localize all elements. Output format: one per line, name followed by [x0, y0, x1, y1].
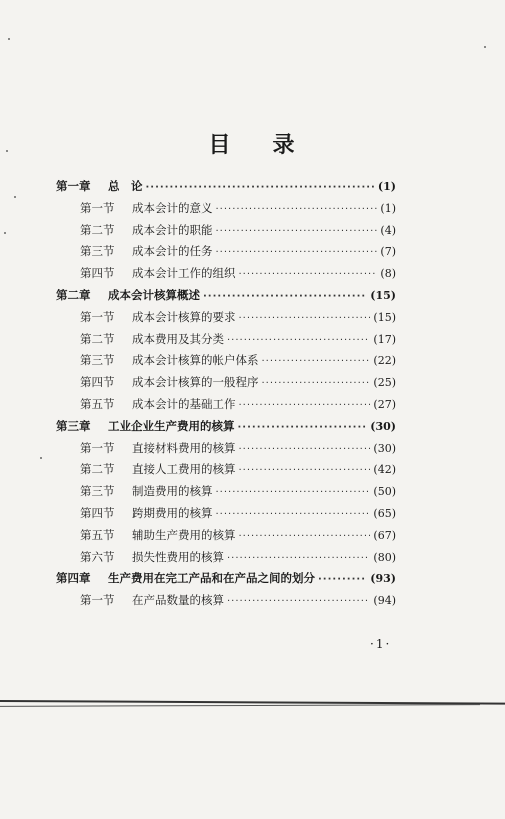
toc-entry-title: 跨期费用的核算 [132, 505, 213, 520]
toc-entry-title: 成本会计的基础工作 [132, 396, 236, 411]
dot-leader [262, 351, 371, 373]
toc-entry-number: 第六节 [80, 549, 115, 564]
toc-entry-title: 工业企业生产费用的核算 [108, 418, 235, 433]
toc-page-number: (25) [373, 376, 396, 390]
toc-section-entry [56, 350, 396, 372]
title-char-left: 目 [208, 133, 233, 158]
toc-page-number: (50) [373, 485, 396, 499]
toc-section-entry [56, 220, 396, 242]
toc-chapter-entry [56, 176, 396, 198]
toc-section-entry [56, 547, 396, 569]
toc-section-entry [56, 481, 396, 503]
toc-entry-title: 成本会计的职能 [132, 222, 213, 237]
page-title [0, 128, 505, 159]
toc-page-number: (15) [370, 288, 396, 302]
toc-section-entry [56, 503, 396, 525]
dot-leader [146, 177, 375, 199]
toc-entry-number: 第五节 [80, 527, 115, 542]
toc-entry-number: 第一章 [56, 179, 91, 193]
dot-leader [227, 591, 370, 613]
toc-entry-number: 第一节 [80, 593, 115, 608]
toc-entry-title: 成本会计工作的组织 [132, 266, 236, 281]
toc-entry-title: 成本会计核算的一般程序 [132, 375, 259, 390]
scan-speck [8, 38, 10, 40]
toc-page-number: (8) [380, 267, 396, 281]
scan-speck [14, 196, 16, 198]
scan-edge-line [0, 704, 480, 707]
toc-section-entry [56, 590, 396, 612]
toc-entry-number: 第三节 [80, 484, 115, 499]
toc-page-number: (7) [380, 245, 396, 259]
dot-leader [216, 221, 378, 243]
dot-leader [239, 439, 371, 461]
toc-entry-number: 第四节 [80, 266, 115, 281]
toc-page-number: (27) [373, 397, 396, 411]
scan-speck [4, 232, 6, 234]
toc-section-entry [56, 198, 396, 220]
dot-leader [216, 482, 371, 504]
dot-leader [239, 460, 371, 482]
toc-section-entry [56, 459, 396, 481]
toc-entry-title: 成本会计的任务 [132, 244, 213, 259]
scan-speck [6, 150, 8, 152]
toc-page-number: (30) [370, 419, 396, 433]
toc-entry-number: 第二节 [80, 462, 115, 477]
toc-entry-number: 第四节 [80, 375, 115, 390]
toc-page-number: (94) [373, 594, 396, 608]
toc-entry-number: 第三章 [56, 418, 91, 433]
toc-entry-number: 第一节 [80, 200, 115, 215]
toc-page-number: (93) [370, 572, 396, 586]
toc-section-entry [56, 525, 396, 547]
toc-page-number: (1) [377, 180, 396, 193]
toc-entry-title: 成本会计核算的要求 [132, 309, 236, 324]
dot-leader [239, 526, 371, 548]
toc-entry-title: 损失性费用的核算 [132, 549, 224, 564]
dot-leader [239, 308, 371, 330]
toc-section-entry [56, 307, 396, 329]
dot-leader [262, 373, 371, 395]
dot-leader [239, 264, 378, 286]
toc-page-number: (1) [380, 201, 396, 215]
toc-entry-number: 第二章 [56, 287, 91, 302]
dot-leader [318, 569, 367, 591]
scan-speck [40, 457, 42, 459]
toc-section-entry [56, 263, 396, 285]
toc-page-number: (80) [373, 550, 396, 564]
toc-entry-title: 直接材料费用的核算 [132, 440, 236, 455]
toc-entry-title: 辅助生产费用的核算 [132, 527, 236, 542]
dot-leader [216, 242, 378, 264]
toc-chapter-entry [56, 568, 396, 590]
toc-entry-title: 在产品数量的核算 [132, 593, 224, 608]
toc-section-entry [56, 394, 396, 416]
dot-leader [216, 199, 378, 221]
toc-page-number: (65) [373, 506, 396, 520]
toc-entry-number: 第一节 [80, 309, 115, 324]
toc-page-number: (17) [373, 332, 396, 346]
toc-entry-number: 第二节 [80, 222, 115, 237]
toc-entry-title: 成本会计核算的帐户体系 [132, 353, 259, 368]
toc-page-number: (15) [373, 310, 396, 324]
table-of-contents [56, 176, 396, 612]
dot-leader [227, 330, 370, 352]
toc-entry-title: 生产费用在完工产品和在产品之间的划分 [108, 571, 315, 586]
scan-speck [484, 46, 486, 48]
toc-entry-number: 第一节 [80, 440, 115, 455]
toc-entry-number: 第三节 [80, 353, 115, 368]
toc-entry-title: 总 论 [108, 179, 143, 193]
toc-page-number: (67) [373, 528, 396, 542]
toc-entry-title: 直接人工费用的核算 [132, 462, 236, 477]
toc-section-entry [56, 241, 396, 263]
toc-chapter-entry [56, 285, 396, 307]
dot-leader [238, 417, 368, 439]
page-number: ·1· [370, 637, 392, 651]
toc-entry-number: 第四节 [80, 505, 115, 520]
toc-entry-number: 第二节 [80, 331, 115, 346]
dot-leader [203, 286, 367, 308]
toc-entry-title: 成本会计核算概述 [108, 287, 200, 302]
toc-entry-title: 成本费用及其分类 [132, 331, 224, 346]
toc-entry-title: 制造费用的核算 [132, 484, 213, 499]
toc-entry-number: 第四章 [56, 571, 91, 586]
dot-leader [227, 548, 370, 570]
toc-section-entry [56, 372, 396, 394]
dot-leader [239, 395, 371, 417]
title-char-right: 录 [272, 133, 297, 158]
toc-section-entry [56, 438, 396, 460]
toc-section-entry [56, 329, 396, 351]
dot-leader [216, 504, 371, 526]
toc-page-number: (42) [373, 463, 396, 477]
toc-chapter-entry [56, 416, 396, 438]
toc-page-number: (4) [380, 223, 396, 237]
toc-entry-title: 成本会计的意义 [132, 200, 213, 215]
toc-page-number: (22) [373, 354, 396, 368]
toc-page-number: (30) [373, 441, 396, 455]
toc-entry-number: 第三节 [80, 244, 115, 259]
toc-entry-number: 第五节 [80, 396, 115, 411]
